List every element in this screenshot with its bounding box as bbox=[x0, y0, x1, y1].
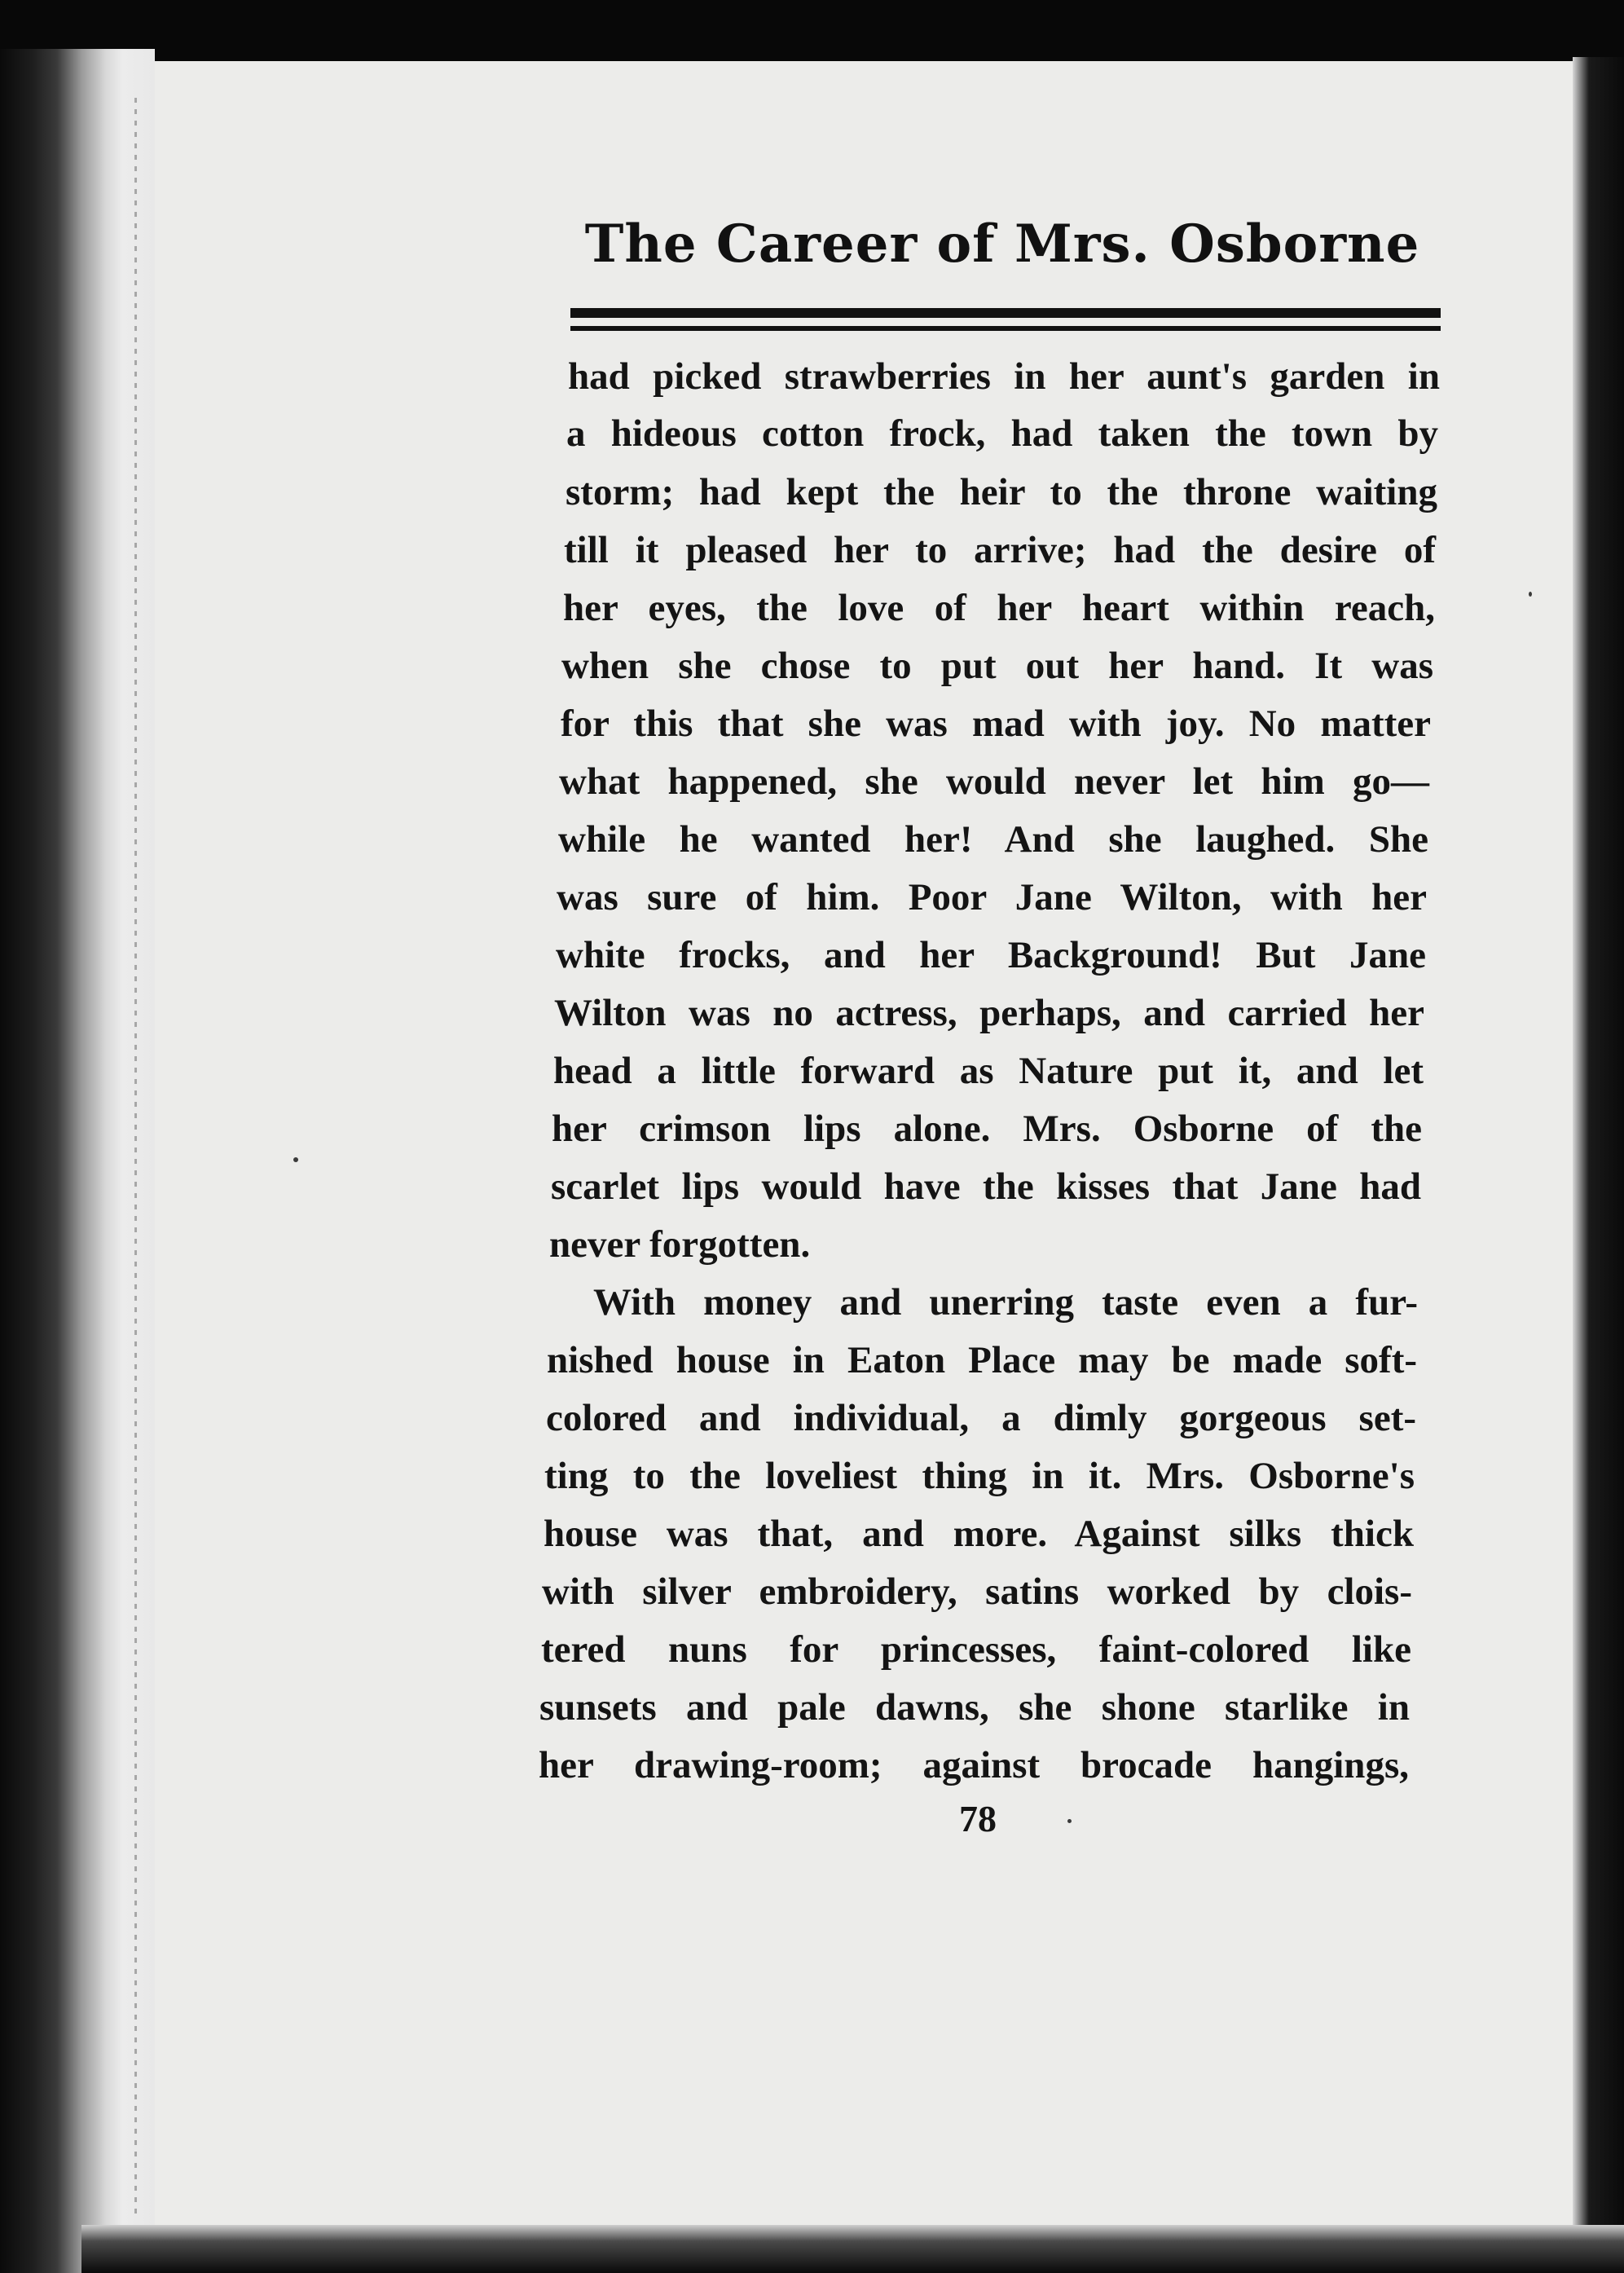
scan-right-border bbox=[1573, 57, 1624, 2273]
dust-speck bbox=[1067, 1819, 1072, 1823]
body-line: head a little forward as Nature put it, and let bbox=[553, 1050, 1424, 1092]
body-line: house was that, and more. Against silks thick bbox=[544, 1513, 1414, 1555]
body-line: a hideous cotton frock, had taken the town by bbox=[566, 412, 1438, 455]
body-line: colored and individual, a dimly gorgeous set- bbox=[546, 1397, 1416, 1439]
binding-stitch bbox=[134, 98, 137, 2217]
body-line: what happened, she would never let him go— bbox=[559, 760, 1429, 803]
page-number: 78 bbox=[959, 1798, 997, 1839]
body-line: with silver embroidery, satins worked by clois- bbox=[542, 1570, 1412, 1613]
body-line: for this that she was mad with joy. No matter bbox=[561, 703, 1431, 745]
body-line: white frocks, and her Background! But Jane bbox=[556, 934, 1426, 976]
book-gutter-edge bbox=[0, 49, 155, 2273]
body-line: scarlet lips would have the kisses that Jane had bbox=[551, 1165, 1421, 1208]
dust-speck bbox=[1529, 592, 1532, 597]
body-line: nished house in Eaton Place may be made soft- bbox=[547, 1339, 1417, 1381]
body-line: till it pleased her to arrive; had the desire of bbox=[564, 529, 1436, 571]
running-head: The Career of Mrs. Osborne bbox=[584, 214, 1420, 275]
body-line: her drawing-room; against brocade hangings, bbox=[539, 1744, 1409, 1786]
body-line: when she chose to put out her hand. It was bbox=[561, 645, 1433, 687]
body-line: her crimson lips alone. Mrs. Osborne of the bbox=[552, 1108, 1422, 1150]
body-line: storm; had kept the heir to the throne waiting bbox=[566, 471, 1437, 513]
body-line: With money and unerring taste even a fur- bbox=[593, 1281, 1418, 1324]
scan-top-border bbox=[0, 0, 1624, 65]
body-line: never forgotten. bbox=[549, 1223, 811, 1266]
body-line: Wilton was no actress, perhaps, and carried her bbox=[554, 992, 1424, 1034]
scan-bottom-border bbox=[81, 2225, 1624, 2273]
body-line: ting to the loveliest thing in it. Mrs. Osborne's bbox=[544, 1455, 1415, 1497]
body-line: tered nuns for princesses, faint-colored like bbox=[541, 1628, 1411, 1671]
body-line: sunsets and pale dawns, she shone starlike in bbox=[539, 1686, 1410, 1729]
body-line: her eyes, the love of her heart within reach, bbox=[563, 587, 1435, 629]
body-line: was sure of him. Poor Jane Wilton, with her bbox=[557, 876, 1427, 918]
body-line: while he wanted her! And she laughed. She bbox=[558, 818, 1428, 861]
header-rule-thick bbox=[570, 308, 1441, 318]
header-rule-thin bbox=[570, 326, 1441, 331]
dust-speck bbox=[293, 1157, 298, 1162]
body-line: had picked strawberries in her aunt's garden in bbox=[568, 355, 1440, 398]
